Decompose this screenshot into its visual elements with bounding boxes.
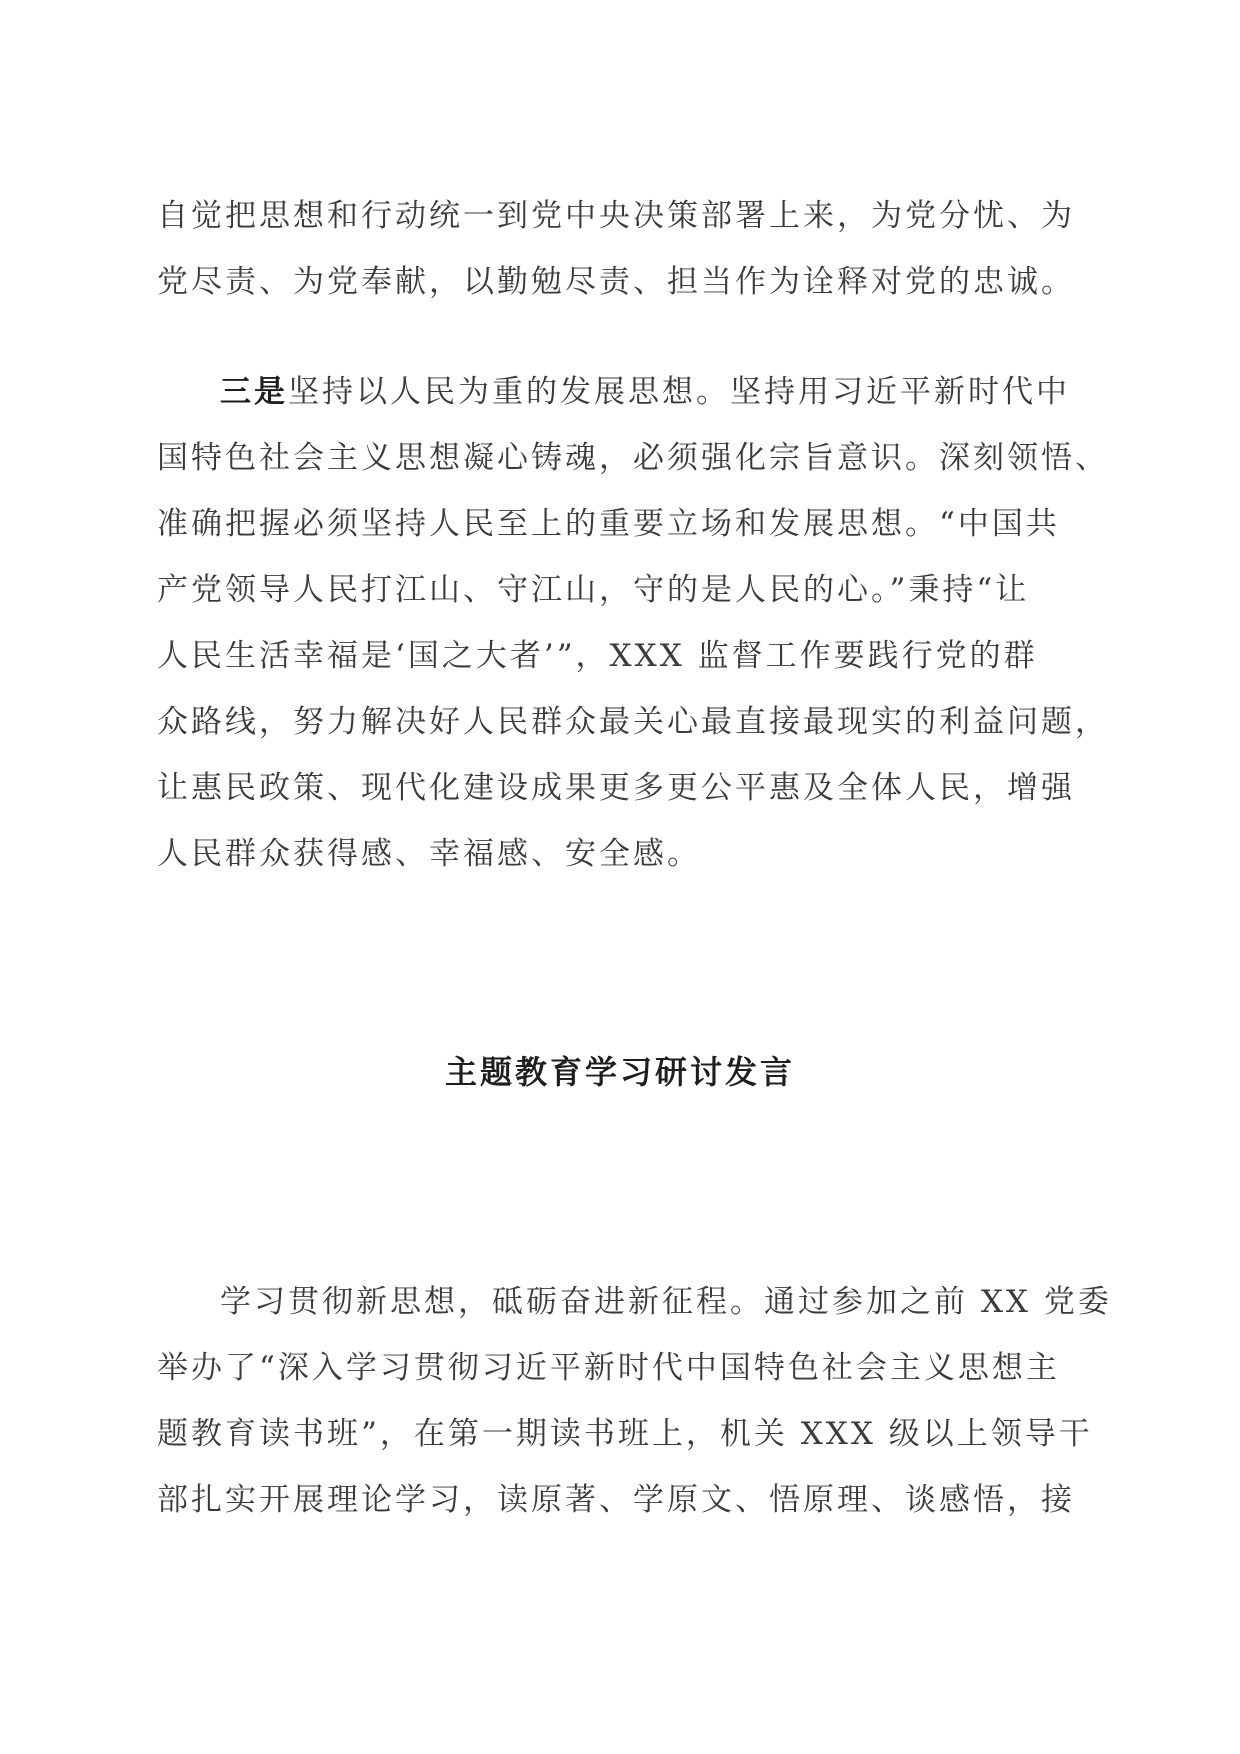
paragraph-3-line-1: 学习贯彻新思想，砥砺奋进新征程。通过参加之前 XX 党委 (220, 1284, 1112, 1320)
paragraph-3-line-4: 部扎实开展理论学习，读原著、学原文、悟原理、谈感悟，接 (157, 1482, 1075, 1518)
paragraph-1-line-2: 党尽责、为党奉献，以勤勉尽责、担当作为诠释对党的忠诚。 (157, 264, 1075, 300)
paragraph-2-line-5: 人民生活幸福是‘国之大者’”，XXX 监督工作要践行党的群 (157, 638, 1038, 674)
paragraph-2-line-1-text: 坚持以人民为重的发展思想。坚持用习近平新时代中 (288, 374, 1070, 410)
paragraph-1-line-1: 自觉把思想和行动统一到党中央决策部署上来，为党分忧、为 (157, 198, 1075, 234)
section-title: 主题教育学习研讨发言 (444, 1053, 795, 1091)
paragraph-2-line-3: 准确把握必须坚持人民至上的重要立场和发展思想。“中国共 (157, 506, 1060, 542)
paragraph-2-lead: 三是 (220, 374, 288, 410)
paragraph-2-line-8: 人民群众获得感、幸福感、安全感。 (157, 836, 701, 872)
paragraph-2-line-6: 众路线，努力解决好人民群众最关心最直接最现实的利益问题， (157, 704, 1109, 740)
paragraph-2-line-1 (220, 372, 1070, 412)
paragraph-2-line-7: 让惠民政策、现代化建设成果更多更公平惠及全体人民，增强 (157, 770, 1075, 806)
paragraph-2-line-4: 产党领导人民打江山、守江山，守的是人民的心。”秉持“让 (157, 572, 1030, 608)
paragraph-2-line-2: 国特色社会主义思想凝心铸魂，必须强化宗旨意识。深刻领悟、 (157, 440, 1109, 476)
paragraph-3-line-3: 题教育读书班”，在第一期读书班上，机关 XXX 级以上领导干 (157, 1416, 1093, 1452)
paragraph-3-line-2: 举办了“深入学习贯彻习近平新时代中国特色社会主义思想主 (157, 1350, 1060, 1386)
